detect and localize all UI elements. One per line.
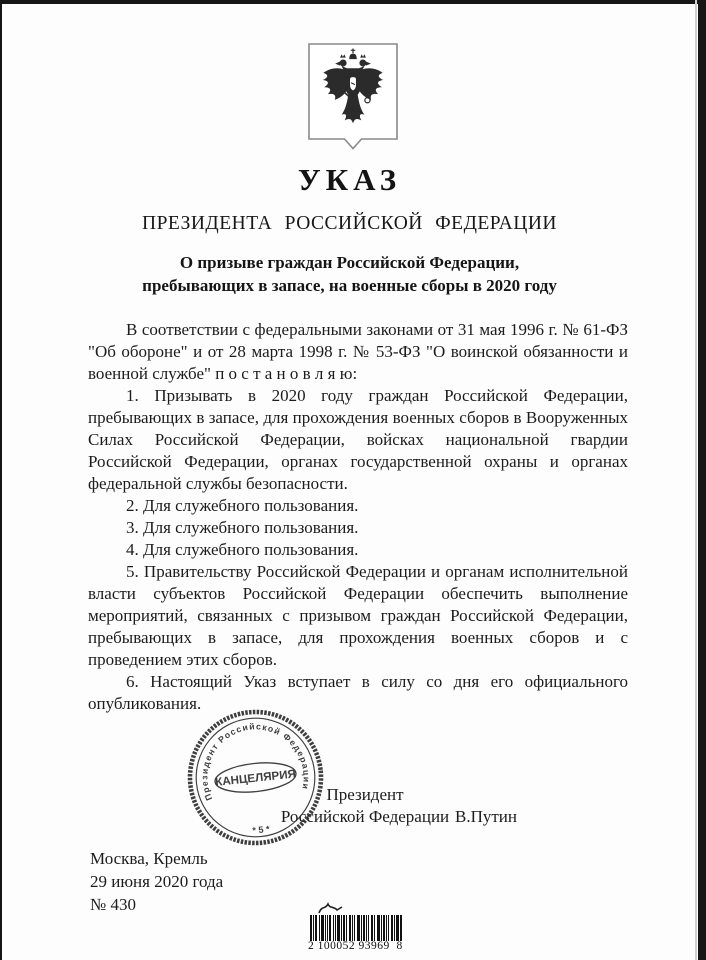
paragraph-item-2: 2. Для служебного пользования. (126, 496, 359, 515)
chancellery-stamp (178, 700, 333, 855)
paragraph-preamble: В соответствии с федеральными законами от 31 мая 1996 г. № 61-ФЗ "Об обороне" и от 28 марта 1998 г. № 53-ФЗ "О воинской обязанности и военной службе" п о с т а н о в л я ю: (88, 320, 628, 383)
footer-number: № 430 (90, 895, 136, 914)
document-footer (90, 847, 223, 916)
stamp-ring-text: Президент Российской Федерации (199, 721, 312, 803)
barcode-bars (310, 915, 402, 941)
paragraph-item-3: 3. Для служебного пользования. (126, 518, 359, 537)
footer-date: 29 июня 2020 года (90, 872, 224, 891)
paragraph-item-1: 1. Призывать в 2020 году граждан Российской Федерации, пребывающих в запасе, для прохождения военных сборов в Вооруженных Силах Российской Федерации, войсках национальной гвардии Российской Федерации, органах государственной охраны и органах федеральной службы безопасности. (88, 386, 628, 493)
subject-line-1: О призыве граждан Российской Федерации, (179, 253, 520, 272)
stamp-center-text: КАНЦЕЛЯРИЯ (214, 767, 297, 789)
barcode-mark-icon (318, 902, 344, 915)
signature-title-line-2: Российской Федерации (280, 807, 450, 826)
signature-name: В.Путин (455, 807, 517, 826)
footer-place: Москва, Кремль (90, 849, 208, 868)
document-title: УКАЗ (297, 162, 402, 197)
page-edge-left (0, 0, 2, 960)
page-edge-shadow (695, 0, 697, 960)
signature-title-line-1: Президент (326, 785, 404, 804)
paragraph-item-4: 4. Для служебного пользования. (126, 540, 359, 559)
paragraph-item-6: 6. Настоящий Указ вступает в силу со дня его официального опубликования. (88, 672, 628, 713)
barcode-digits: 2 100052 93969 8 (308, 940, 403, 952)
stamp-bottom-text: * 5 * (251, 823, 271, 836)
coat-of-arms-russia-icon (308, 43, 398, 151)
page-edge-top (0, 0, 706, 4)
document-issuer: ПРЕЗИДЕНТА РОССИЙСКОЙ ФЕДЕРАЦИИ (142, 213, 557, 234)
subject-line-2: пребывающих в запасе, на военные сборы в 2020 году (142, 276, 557, 295)
document-body (88, 319, 628, 715)
paragraph-item-5: 5. Правительству Российской Федерации и органам исполнительной власти субъектов Российской Федерации обеспечить выполнение мероприятий, связанных с призывом граждан Российской Федерации, пребывающих в запасе, для прохождения военных сборов и с проведением этих сборов. (88, 562, 628, 669)
document-subject (2, 251, 697, 297)
page-edge-right (698, 0, 706, 960)
